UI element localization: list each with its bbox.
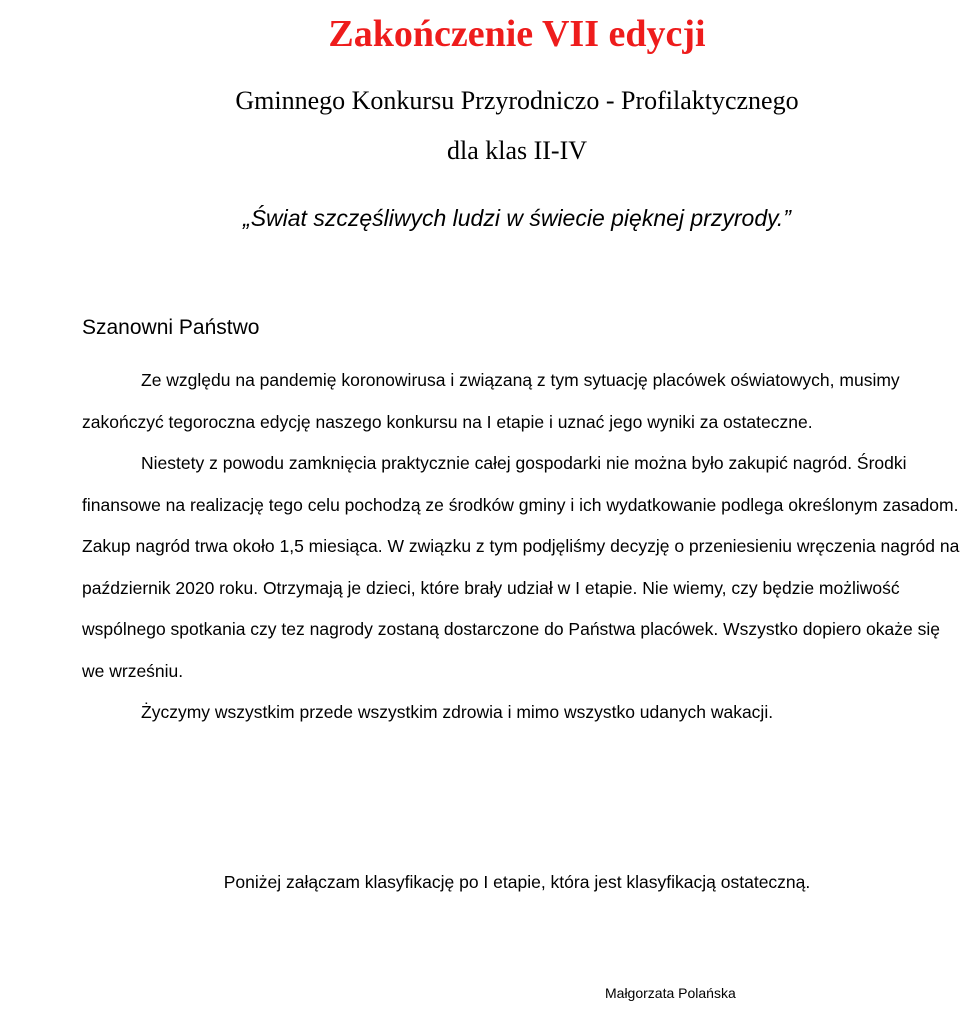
paragraph-pandemic: Ze względu na pandemię koronowirusa i związaną z tym sytuację placówek oświatowych, musimy zakończyć tegoroczna edycję naszego konkursu na I etapie i uznać jego wyniki za ostateczne.: [82, 370, 900, 432]
paragraph-wishes: Życzymy wszystkim przede wszystkim zdrowia i mimo wszystko udanych wakacji.: [141, 702, 774, 722]
signature: Małgorzata Polańska: [605, 985, 736, 1001]
paragraph-prizes: Niestety z powodu zamknięcia praktycznie całej gospodarki nie można było zakupić nagród. Środki finansowe na realizację tego celu pochodzą ze środków gminy i ich wydatkowanie podlega określonym zasadom. Zakup nagród trwa około 1,5 miesiąca. W związku z tym podjęliśmy decyzję o przeniesieniu wręczenia nagród na październik 2020 roku. Otrzymają je dzieci, które brały udział w I etapie. Nie wiemy, czy będzie możliwość wspólnego spotkania czy tez nagrody zostaną dostarczone do Państwa placówek. Wszystko dopiero okaże się we wrześniu.: [82, 453, 960, 681]
contest-motto: „Świat szczęśliwych ludzi w świecie pięknej przyrody.”: [243, 205, 791, 231]
letter-body: [82, 360, 962, 734]
closing-note: Poniżej załączam klasyfikację po I etapie, która jest klasyfikacją ostateczną.: [223, 872, 811, 892]
document-title: Zakończenie VII edycji: [328, 13, 706, 55]
document-subtitle-line2: dla klas II-IV: [446, 136, 588, 165]
greeting: Szanowni Państwo: [82, 316, 260, 339]
document-subtitle-line1: Gminnego Konkursu Przyrodniczo - Profilaktycznego: [235, 86, 799, 115]
